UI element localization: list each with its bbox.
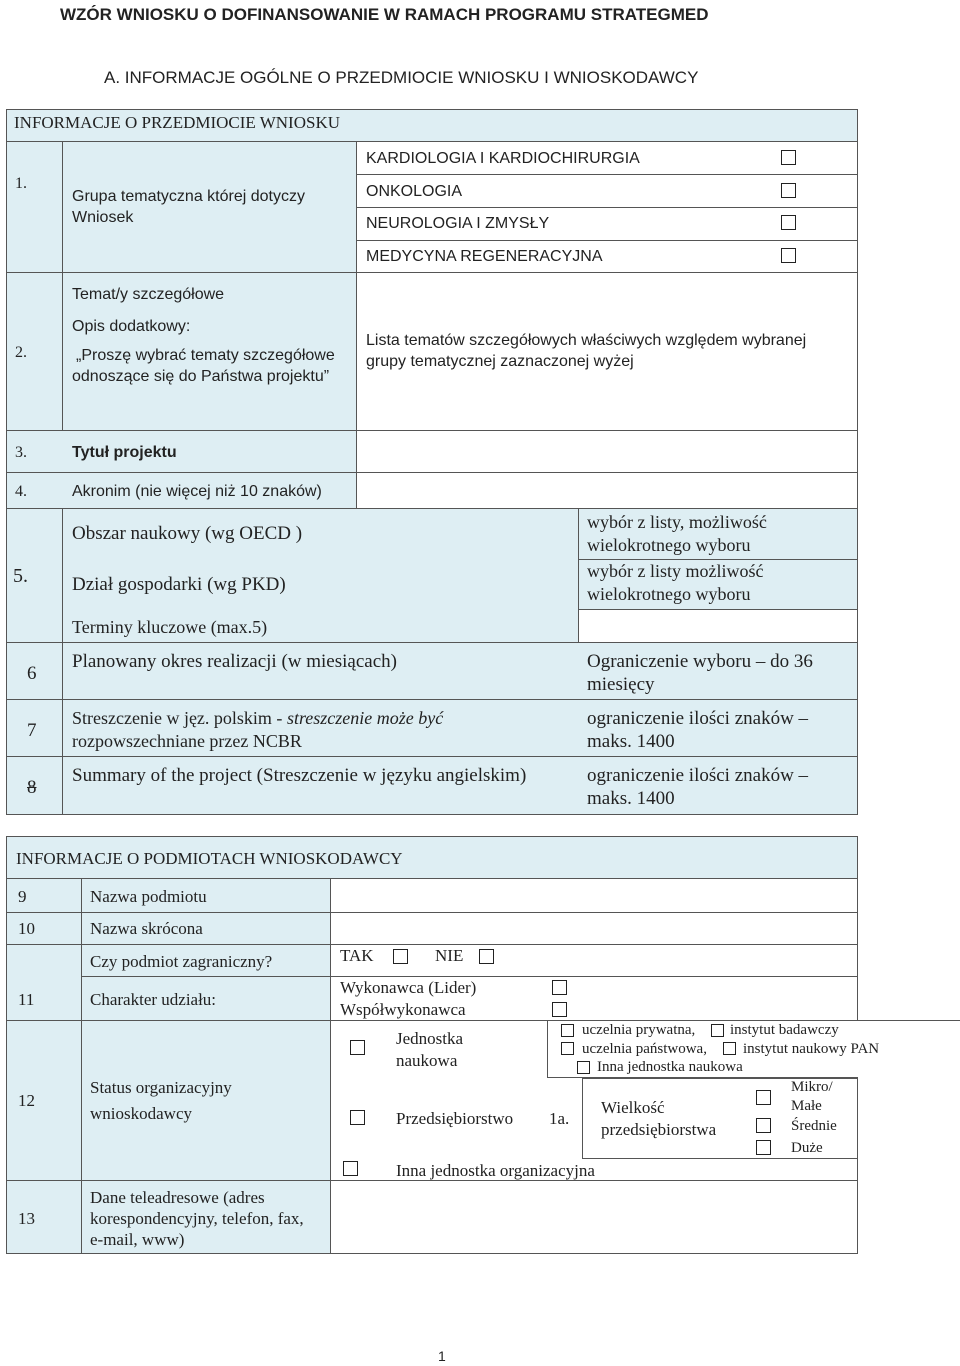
pkd-note: wybór z listy możliwość bbox=[587, 561, 764, 581]
other-scientific-unit-label: Inna jednostka naukowa bbox=[597, 1059, 743, 1075]
row2-number: 2. bbox=[15, 344, 27, 361]
org-status-label: Status organizacyjny bbox=[90, 1078, 232, 1097]
keywords-input[interactable] bbox=[578, 609, 858, 643]
foreign-no-label: NIE bbox=[435, 946, 464, 965]
project-title-label: Tytuł projektu bbox=[72, 444, 177, 461]
row10-number: 10 bbox=[18, 919, 35, 938]
foreign-entity-label: Czy podmiot zagraniczny? bbox=[90, 952, 273, 971]
topic-group-label: Grupa tematyczna której dotyczy bbox=[72, 188, 305, 205]
foreign-yes-checkbox[interactable] bbox=[393, 949, 408, 964]
private-university-checkbox[interactable] bbox=[561, 1024, 574, 1037]
checkbox-regenerative[interactable] bbox=[781, 248, 796, 263]
enterprise-checkbox[interactable] bbox=[350, 1110, 365, 1125]
detailed-topics-label: Temat/y szczegółowe bbox=[72, 286, 225, 303]
size-small-label: Małe bbox=[791, 1098, 822, 1114]
public-university-checkbox[interactable] bbox=[561, 1042, 574, 1055]
polish-summary-label-italic: streszczenie może być bbox=[286, 708, 444, 728]
contact-data-input[interactable] bbox=[332, 1181, 857, 1253]
english-summary-note-line2: maks. 1400 bbox=[587, 788, 675, 809]
pan-institute-label: instytut naukowy PAN bbox=[743, 1041, 880, 1057]
detailed-topics-note: „Proszę wybrać tematy szczegółowe bbox=[76, 347, 335, 364]
row3-number: 3. bbox=[15, 444, 27, 461]
english-summary-note: ograniczenie ilości znaków – bbox=[587, 765, 809, 786]
contact-data-label-line2: korespondencyjny, telefon, fax, bbox=[90, 1209, 304, 1228]
topic-group-label-line2: Wniosek bbox=[72, 209, 134, 226]
size-large-checkbox[interactable] bbox=[756, 1140, 771, 1155]
subject-info-header: INFORMACJE O PRZEDMIOCIE WNIOSKU bbox=[14, 113, 341, 132]
size-micro-label: Mikro/ bbox=[791, 1079, 833, 1095]
row6-number: 6 bbox=[27, 663, 37, 684]
other-org-unit-checkbox[interactable] bbox=[343, 1161, 358, 1176]
enterprise-size-label-line2: przedsiębiorstwa bbox=[601, 1120, 717, 1139]
research-institute-checkbox[interactable] bbox=[711, 1024, 724, 1037]
checkbox-cardiology[interactable] bbox=[781, 150, 796, 165]
entity-name-label: Nazwa podmiotu bbox=[90, 887, 207, 906]
row5-number: 5. bbox=[13, 565, 28, 587]
row8-number: 8 bbox=[27, 777, 37, 798]
detailed-topics-text: Lista tematów szczegółowych właściwych względem wybranej bbox=[366, 332, 807, 349]
role-leader-label: Wykonawca (Lider) bbox=[340, 978, 477, 997]
duration-label: Planowany okres realizacji (w miesiącach) bbox=[72, 651, 397, 672]
extra-description-label: Opis dodatkowy: bbox=[72, 318, 191, 335]
polish-summary-label-plain: Streszczenie w jęz. polskim - bbox=[72, 708, 287, 728]
size-large-label: Duże bbox=[791, 1140, 823, 1156]
row12-number: 12 bbox=[18, 1091, 35, 1110]
role-coexecutor-checkbox[interactable] bbox=[552, 1002, 567, 1017]
private-university-label: uczelnia prywatna, bbox=[582, 1022, 696, 1038]
other-org-unit-label: Inna jednostka organizacyjna bbox=[396, 1161, 595, 1180]
checkbox-oncology[interactable] bbox=[781, 183, 796, 198]
oecd-label: Obszar naukowy (wg OECD ) bbox=[72, 523, 303, 544]
enterprise-label: Przedsiębiorstwo bbox=[396, 1109, 514, 1128]
scientific-unit-label-line2: naukowa bbox=[396, 1051, 458, 1070]
row1-number: 1. bbox=[15, 175, 27, 192]
role-leader-checkbox[interactable] bbox=[552, 980, 567, 995]
polish-summary-label bbox=[72, 707, 443, 730]
scientific-unit-checkbox[interactable] bbox=[350, 1040, 365, 1055]
oecd-note: wybór z listy, możliwość bbox=[587, 512, 767, 532]
duration-note: Ograniczenie wyboru – do 36 bbox=[587, 651, 813, 672]
polish-summary-label-line2: rozpowszechniane przez NCBR bbox=[72, 731, 302, 751]
pkd-note-line2: wielokrotnego wyboru bbox=[587, 584, 751, 604]
enterprise-size-label: Wielkość bbox=[601, 1098, 665, 1117]
acronym-label: Akronim (nie więcej niż 10 znaków) bbox=[72, 483, 322, 500]
foreign-yes-label: TAK bbox=[340, 946, 374, 965]
detailed-topics-note-line2: odnoszące się do Państwa projektu” bbox=[72, 368, 330, 385]
research-institute-label: instytut badawczy bbox=[730, 1022, 839, 1038]
page-number: 1 bbox=[438, 1348, 446, 1364]
role-coexecutor-label: Współwykonawca bbox=[340, 1000, 466, 1019]
pan-institute-checkbox[interactable] bbox=[723, 1042, 736, 1055]
contact-data-label: Dane teleadresowe (adres bbox=[90, 1188, 265, 1207]
enterprise-ref: 1a. bbox=[549, 1109, 570, 1128]
row9-number: 9 bbox=[18, 887, 27, 906]
section-a-title: A. INFORMACJE OGÓLNE O PRZEDMIOCIE WNIOSKU I WNIOSKODAWCY bbox=[104, 68, 699, 87]
short-name-input[interactable] bbox=[332, 913, 857, 943]
option-oncology: ONKOLOGIA bbox=[366, 183, 463, 200]
applicant-info-header: INFORMACJE O PODMIOTACH WNIOSKODAWCY bbox=[16, 849, 403, 868]
option-cardiology: KARDIOLOGIA I KARDIOCHIRURGIA bbox=[366, 150, 640, 167]
duration-note-line2: miesięcy bbox=[587, 674, 655, 695]
size-medium-label: Średnie bbox=[791, 1118, 837, 1134]
row11-number: 11 bbox=[18, 990, 35, 1009]
public-university-label: uczelnia państwowa, bbox=[582, 1041, 707, 1057]
oecd-note-line2: wielokrotnego wyboru bbox=[587, 535, 751, 555]
short-name-label: Nazwa skrócona bbox=[90, 919, 203, 938]
document-title: WZÓR WNIOSKU O DOFINANSOWANIE W RAMACH PROGRAMU STRATEGMED bbox=[60, 5, 709, 24]
english-summary-label: Summary of the project (Streszczenie w języku angielskim) bbox=[72, 765, 527, 786]
keywords-label: Terminy kluczowe (max.5) bbox=[72, 617, 268, 637]
pkd-label: Dział gospodarki (wg PKD) bbox=[72, 574, 286, 595]
row13-number: 13 bbox=[18, 1209, 35, 1228]
option-neurology: NEUROLOGIA I ZMYSŁY bbox=[366, 215, 550, 232]
row4-number: 4. bbox=[15, 483, 27, 500]
scientific-unit-label: Jednostka bbox=[396, 1029, 464, 1048]
checkbox-neurology[interactable] bbox=[781, 215, 796, 230]
option-regenerative: MEDYCYNA REGENERACYJNA bbox=[366, 248, 603, 265]
polish-summary-note: ograniczenie ilości znaków – bbox=[587, 708, 809, 729]
detailed-topics-text-line2: grupy tematycznej zaznaczonej wyżej bbox=[366, 353, 634, 370]
size-micro-small-checkbox[interactable] bbox=[756, 1090, 771, 1105]
foreign-no-checkbox[interactable] bbox=[479, 949, 494, 964]
acronym-input[interactable] bbox=[356, 472, 858, 509]
other-scientific-unit-checkbox[interactable] bbox=[577, 1061, 590, 1074]
project-title-input[interactable] bbox=[356, 430, 858, 473]
entity-name-input[interactable] bbox=[332, 879, 857, 911]
size-medium-checkbox[interactable] bbox=[756, 1118, 771, 1133]
org-status-label-line2: wnioskodawcy bbox=[90, 1104, 192, 1123]
polish-summary-note-line2: maks. 1400 bbox=[587, 731, 675, 752]
row7-number: 7 bbox=[27, 720, 37, 741]
contact-data-label-line3: e-mail, www) bbox=[90, 1230, 185, 1249]
participation-label: Charakter udziału: bbox=[90, 990, 217, 1009]
